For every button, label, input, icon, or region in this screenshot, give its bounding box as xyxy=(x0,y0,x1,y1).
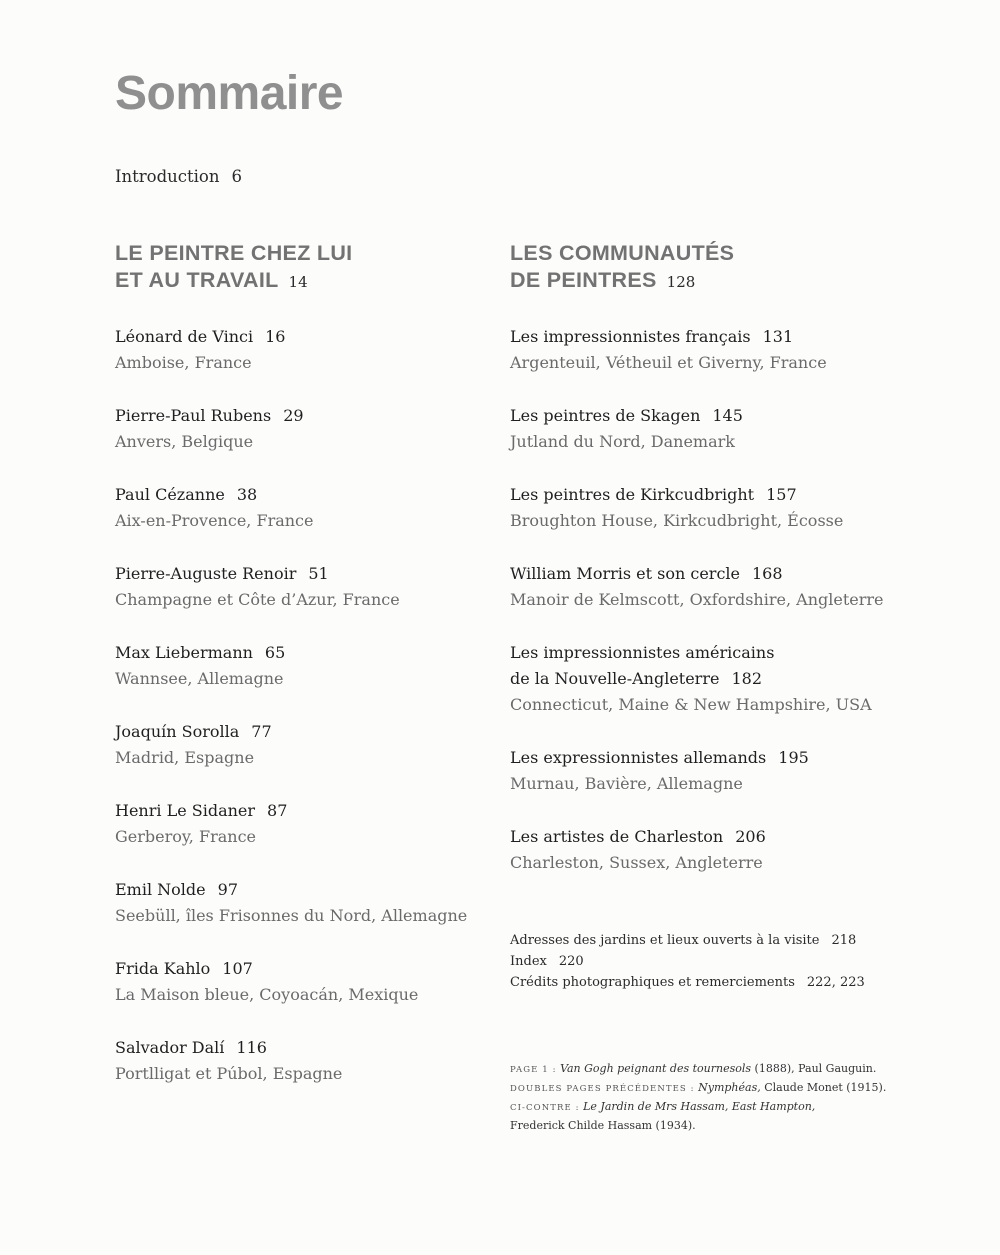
toc-entry[interactable] xyxy=(510,745,900,797)
page-number: 29 xyxy=(283,406,304,425)
toc-entry[interactable] xyxy=(115,956,485,1008)
section-painter-at-home xyxy=(115,240,485,1114)
entry-location: Jutland du Nord, Danemark xyxy=(510,432,735,451)
toc-entry[interactable] xyxy=(510,482,900,534)
toc-entry[interactable] xyxy=(510,403,900,455)
section-heading-line: LES COMMUNAUTÉS xyxy=(510,241,735,265)
page-number: 77 xyxy=(251,722,272,741)
entry-location: Madrid, Espagne xyxy=(115,748,255,767)
entry-name: Joaquín Sorolla xyxy=(115,722,240,741)
toc-entry[interactable] xyxy=(115,877,485,929)
entry-name: Frida Kahlo xyxy=(115,959,211,978)
page-number: 131 xyxy=(762,327,794,346)
back-matter-list xyxy=(510,930,865,993)
toc-entry[interactable] xyxy=(115,403,485,455)
entry-name: Max Liebermann xyxy=(115,643,253,662)
entry-name: Salvador Dalí xyxy=(115,1038,225,1057)
page-number: 206 xyxy=(735,827,766,846)
entry-location: Broughton House, Kirkcudbright, Écosse xyxy=(510,511,844,530)
toc-entry[interactable] xyxy=(115,640,485,692)
toc-entry[interactable] xyxy=(115,719,485,771)
entry-location: La Maison bleue, Coyoacán, Mexique xyxy=(115,985,419,1004)
entry-name: Emil Nolde xyxy=(115,880,206,899)
entry-name: Les peintres de Kirkcudbright xyxy=(510,485,755,504)
page-number: 51 xyxy=(308,564,329,583)
entry-location: Connecticut, Maine & New Hampshire, USA xyxy=(510,695,872,714)
caption-work-title: Nymphéas, xyxy=(698,1081,761,1094)
page-number: 145 xyxy=(712,406,743,425)
caption-label: DOUBLES PAGES PRÉCÉDENTES : xyxy=(510,1084,695,1094)
caption-credit: Frederick Childe Hassam (1934). xyxy=(510,1119,696,1132)
entry-location: Charleston, Sussex, Angleterre xyxy=(510,853,763,872)
caption-line xyxy=(510,1060,886,1079)
entry-name: Paul Cézanne xyxy=(115,485,225,504)
entry-location: Aix-en-Provence, France xyxy=(115,511,314,530)
entry-name: Adresses des jardins et lieux ouverts à la visite xyxy=(510,933,820,948)
page-number: 16 xyxy=(265,327,286,346)
toc-entry[interactable] xyxy=(510,561,900,613)
page-number: 116 xyxy=(236,1038,267,1057)
section-heading-line: LE PEINTRE CHEZ LUI xyxy=(115,241,353,265)
entry-location: Amboise, France xyxy=(115,353,252,372)
toc-entry[interactable] xyxy=(510,324,900,376)
page-number: 220 xyxy=(558,954,584,969)
page-number: 107 xyxy=(222,959,253,978)
caption-line xyxy=(510,1117,886,1135)
page-title: Sommaire xyxy=(115,67,344,120)
image-credits xyxy=(510,1060,886,1135)
entry-name: Les artistes de Charleston xyxy=(510,827,724,846)
entry-name: Henri Le Sidaner xyxy=(115,801,256,820)
page-number: 128 xyxy=(666,273,696,291)
entry-location: Murnau, Bavière, Allemagne xyxy=(510,774,743,793)
entry-location: Portlligat et Púbol, Espagne xyxy=(115,1064,343,1083)
toc-entry[interactable] xyxy=(510,824,900,876)
page-number: 157 xyxy=(766,485,797,504)
page-number: 195 xyxy=(778,748,809,767)
section-heading[interactable] xyxy=(115,240,485,294)
page-number: 6 xyxy=(231,167,242,186)
toc-entry-back-matter[interactable] xyxy=(510,930,865,951)
page-number: 222, 223 xyxy=(806,975,865,990)
entry-location: Wannsee, Allemagne xyxy=(115,669,284,688)
entry-name: Pierre-Paul Rubens xyxy=(115,406,272,425)
page-number: 168 xyxy=(752,564,783,583)
entry-location: Seebüll, îles Frisonnes du Nord, Allemagne xyxy=(115,906,468,925)
caption-label: CI-CONTRE : xyxy=(510,1103,580,1113)
entry-location: Argenteuil, Vétheuil et Giverny, France xyxy=(510,353,827,372)
entry-name: Introduction xyxy=(115,167,220,186)
entry-name: Les expressionnistes allemands xyxy=(510,748,767,767)
page-number: 182 xyxy=(731,669,762,688)
entry-name: Les impressionnistes français xyxy=(510,327,751,346)
caption-line xyxy=(510,1098,886,1117)
toc-entry-back-matter[interactable] xyxy=(510,972,865,993)
entry-location: Champagne et Côte d’Azur, France xyxy=(115,590,400,609)
toc-entry[interactable] xyxy=(115,482,485,534)
toc-entry[interactable] xyxy=(115,1035,485,1087)
page-number: 14 xyxy=(288,273,308,291)
toc-entry-introduction[interactable] xyxy=(115,167,242,186)
caption-line xyxy=(510,1079,886,1098)
page-number: 38 xyxy=(236,485,258,504)
caption-work-title: Van Gogh peignant des tournesols xyxy=(560,1062,752,1075)
entry-location: Manoir de Kelmscott, Oxfordshire, Angleterre xyxy=(510,590,884,609)
section-heading-line: ET AU TRAVAIL xyxy=(115,268,279,292)
page-number: 87 xyxy=(267,801,288,820)
toc-entry-back-matter[interactable] xyxy=(510,951,865,972)
entry-name: Léonard de Vinci xyxy=(115,327,254,346)
entry-name: de la Nouvelle-Angleterre xyxy=(510,669,720,688)
entry-location: Anvers, Belgique xyxy=(115,432,254,451)
page-number: 218 xyxy=(831,933,857,948)
entry-name: Index xyxy=(510,954,547,969)
caption-label: PAGE 1 : xyxy=(510,1065,557,1075)
toc-entry[interactable] xyxy=(115,798,485,850)
entry-name: Les impressionnistes américains xyxy=(510,643,775,662)
entry-name: Les peintres de Skagen xyxy=(510,406,701,425)
toc-entry[interactable] xyxy=(510,640,900,718)
caption-work-title: Le Jardin de Mrs Hassam, East Hampton, xyxy=(583,1100,816,1113)
section-painter-communities xyxy=(510,240,900,903)
caption-credit: (1888), Paul Gauguin. xyxy=(751,1062,877,1075)
entry-name: William Morris et son cercle xyxy=(510,564,740,583)
toc-entry[interactable] xyxy=(115,561,485,613)
page-number: 97 xyxy=(217,880,238,899)
section-heading[interactable] xyxy=(510,240,900,294)
page-number: 65 xyxy=(264,643,286,662)
caption-credit: Claude Monet (1915). xyxy=(760,1081,887,1094)
entry-name: Pierre-Auguste Renoir xyxy=(115,564,297,583)
section-heading-line: DE PEINTRES xyxy=(510,268,657,292)
entry-location: Gerberoy, France xyxy=(115,827,256,846)
entry-name: Crédits photographiques et remerciements xyxy=(510,975,795,990)
toc-entry[interactable] xyxy=(115,324,485,376)
